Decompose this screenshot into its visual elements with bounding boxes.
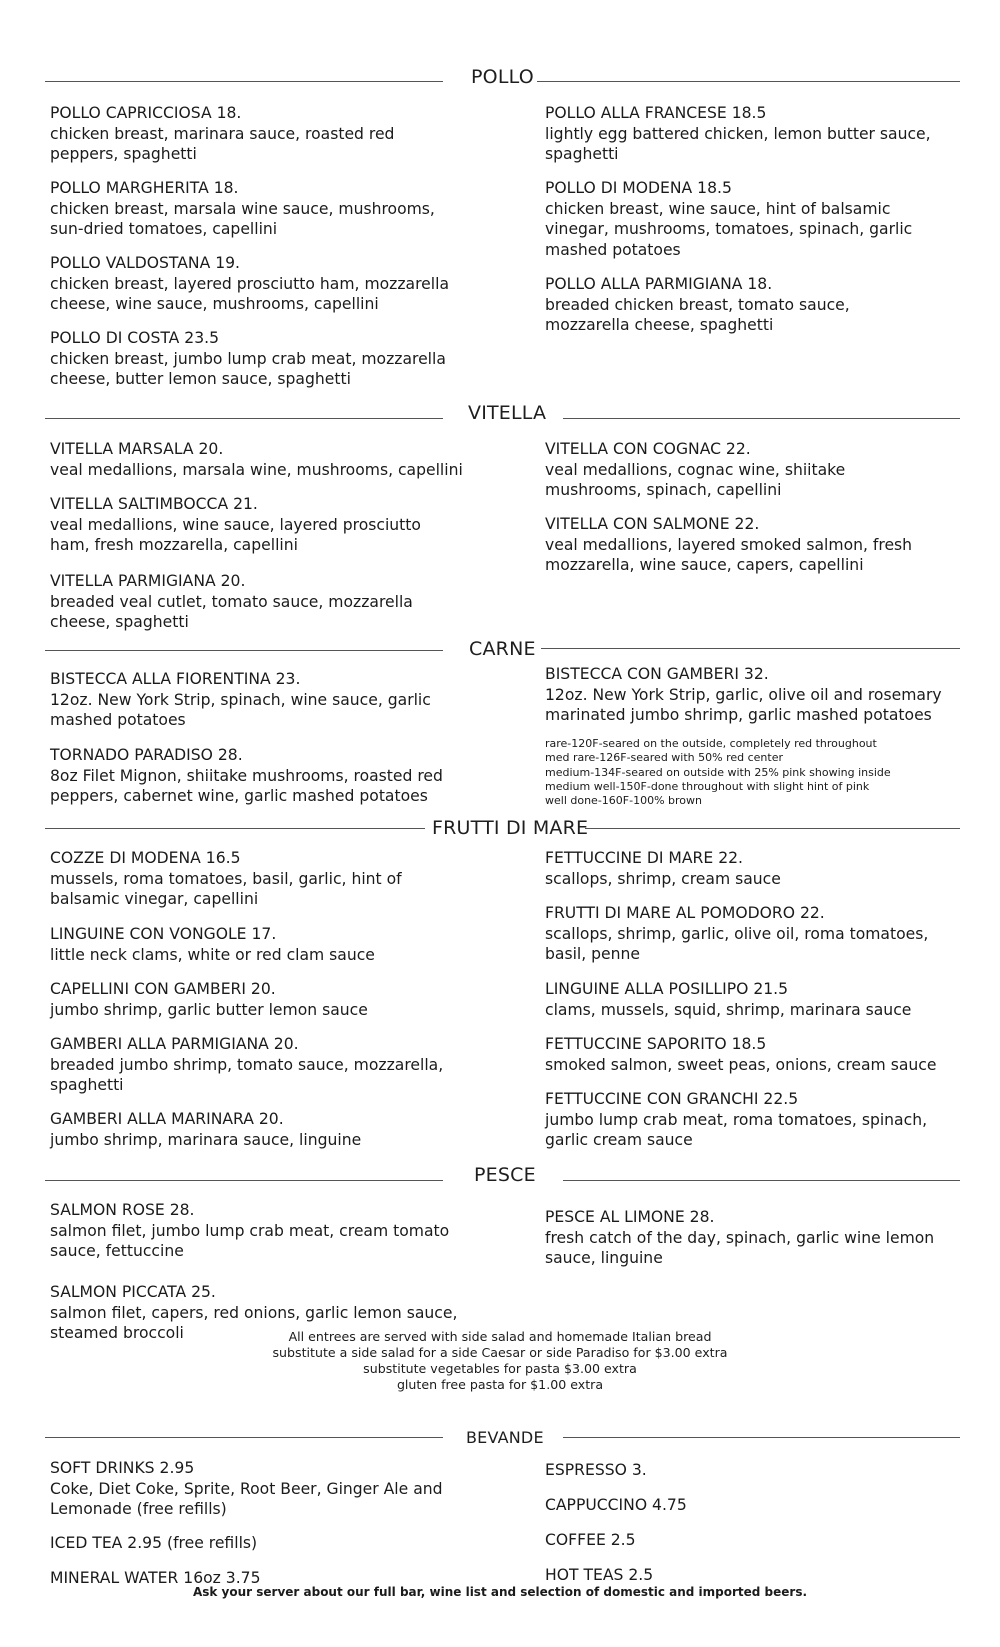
- item-name: VITELLA MARSALA 20.: [50, 440, 224, 458]
- doneness-line: med rare-126F-seared with 50% red center: [545, 751, 783, 765]
- menu-item-iced-tea: [50, 1533, 470, 1554]
- item-name: PESCE AL LIMONE 28.: [545, 1208, 715, 1226]
- item-description: salmon filet, capers, red onions, garlic lemon sauce, steamed broccoli: [50, 1303, 458, 1342]
- entree-notes: [0, 1329, 1000, 1393]
- menu-item-pollo-parmigiana: [545, 274, 890, 336]
- item-description: veal medallions, layered smoked salmon, fresh mozzarella, wine sauce, capers, capellini: [545, 535, 913, 574]
- item-description: breaded veal cutlet, tomato sauce, mozzarella cheese, spaghetti: [50, 592, 413, 631]
- menu-item-vitella-salmone: [545, 514, 945, 576]
- item-name: POLLO ALLA FRANCESE 18.5: [545, 104, 767, 122]
- item-description: scallops, shrimp, cream sauce: [545, 869, 781, 888]
- item-name: VITELLA PARMIGIANA 20.: [50, 572, 246, 590]
- item-name: SALMON ROSE 28.: [50, 1201, 195, 1219]
- menu-item-pollo-capricciosa: [50, 103, 450, 165]
- item-description: chicken breast, marinara sauce, roasted red peppers, spaghetti: [50, 124, 395, 163]
- section-rule: [45, 81, 443, 82]
- item-name: VITELLA CON SALMONE 22.: [545, 515, 760, 533]
- section-title-carne: CARNE: [469, 638, 536, 660]
- item-description: chicken breast, marsala wine sauce, mushrooms, sun-dried tomatoes, capellini: [50, 199, 435, 238]
- menu-item-linguine-posillipo: [545, 979, 965, 1020]
- item-description: breaded chicken breast, tomato sauce, mozzarella cheese, spaghetti: [545, 295, 850, 334]
- item-description: fresh catch of the day, spinach, garlic wine lemon sauce, linguine: [545, 1228, 935, 1267]
- item-name: POLLO DI MODENA 18.5: [545, 179, 732, 197]
- menu-item-frutti-pomodoro: [545, 903, 950, 965]
- item-name: FETTUCCINE SAPORITO 18.5: [545, 1035, 767, 1053]
- menu-item-bistecca-gamberi: [545, 664, 970, 726]
- doneness-line: medium well-150F-done throughout with slight hint of pink: [545, 779, 870, 793]
- section-rule: [45, 1180, 443, 1181]
- item-name: CAPELLINI CON GAMBERI 20.: [50, 980, 276, 998]
- menu-item-bistecca-fiorentina: [50, 669, 450, 731]
- item-description: smoked salmon, sweet peas, onions, cream sauce: [545, 1055, 937, 1074]
- menu-item-gamberi-marinara: [50, 1109, 460, 1150]
- section-rule: [541, 648, 960, 649]
- item-description: chicken breast, wine sauce, hint of balsamic vinegar, mushrooms, tomatoes, spinach, garlic mashed potatoes: [545, 199, 913, 259]
- doneness-line: rare-120F-seared on the outside, completely red throughout: [545, 737, 877, 750]
- item-description: 8oz Filet Mignon, shiitake mushrooms, roasted red peppers, cabernet wine, garlic mashed potatoes: [50, 766, 443, 805]
- item-name: POLLO MARGHERITA 18.: [50, 179, 239, 197]
- menu-item-pollo-valdostana: [50, 253, 465, 315]
- note-line: All entrees are served with side salad and homemade Italian bread: [288, 1329, 712, 1344]
- item-name: VITELLA CON COGNAC 22.: [545, 440, 751, 458]
- item-description: jumbo shrimp, garlic butter lemon sauce: [50, 1000, 368, 1019]
- menu-item-tornado-paradiso: [50, 745, 470, 807]
- item-description: clams, mussels, squid, shrimp, marinara sauce: [545, 1000, 912, 1019]
- item-name: COFFEE 2.5: [545, 1531, 636, 1549]
- item-name: FETTUCCINE CON GRANCHI 22.5: [545, 1090, 799, 1108]
- section-rule: [45, 828, 425, 829]
- menu-item-pollo-di-modena: [545, 178, 915, 260]
- doneness-line: medium-134F-seared on outside with 25% pink showing inside: [545, 765, 891, 779]
- item-description: 12oz. New York Strip, spinach, wine sauce, garlic mashed potatoes: [50, 690, 431, 729]
- item-description: lightly egg battered chicken, lemon butter sauce, spaghetti: [545, 124, 931, 163]
- item-name: LINGUINE CON VONGOLE 17.: [50, 925, 277, 943]
- item-name: CAPPUCCINO 4.75: [545, 1496, 687, 1514]
- menu-item-pesce-limone: [545, 1207, 965, 1269]
- footer-note: Ask your server about our full bar, wine list and selection of domestic and imported beers.: [192, 1585, 808, 1599]
- menu-item-pollo-margherita: [50, 178, 450, 240]
- item-description: jumbo shrimp, marinara sauce, linguine: [50, 1130, 362, 1149]
- item-name: SALMON PICCATA 25.: [50, 1283, 216, 1301]
- menu-item-espresso: [545, 1460, 845, 1481]
- item-description: Coke, Diet Coke, Sprite, Root Beer, Ginger Ale and Lemonade (free refills): [50, 1479, 443, 1518]
- item-name: MINERAL WATER 16oz 3.75: [50, 1569, 261, 1587]
- section-rule: [585, 828, 960, 829]
- note-line: substitute a side salad for a side Caesar or side Paradiso for $3.00 extra: [272, 1345, 728, 1360]
- item-name: VITELLA SALTIMBOCCA 21.: [50, 495, 258, 513]
- item-description: scallops, shrimp, garlic, olive oil, roma tomatoes, basil, penne: [545, 924, 929, 963]
- menu-item-fettuccine-granchi: [545, 1089, 950, 1151]
- item-name: HOT TEAS 2.5: [545, 1566, 654, 1584]
- item-name: GAMBERI ALLA PARMIGIANA 20.: [50, 1035, 299, 1053]
- menu-item-cappuccino: [545, 1495, 845, 1516]
- item-description: chicken breast, layered prosciutto ham, mozzarella cheese, wine sauce, mushrooms, capellini: [50, 274, 449, 313]
- item-description: jumbo lump crab meat, roma tomatoes, spinach, garlic cream sauce: [545, 1110, 928, 1149]
- section-rule: [563, 418, 960, 419]
- section-title-pesce: PESCE: [474, 1164, 536, 1186]
- item-description: breaded jumbo shrimp, tomato sauce, mozzarella, spaghetti: [50, 1055, 444, 1094]
- item-description: mussels, roma tomatoes, basil, garlic, hint of balsamic vinegar, capellini: [50, 869, 402, 908]
- doneness-line: well done-160F-100% brown: [545, 794, 702, 808]
- menu-item-pollo-francese: [545, 103, 960, 165]
- item-description: veal medallions, wine sauce, layered prosciutto ham, fresh mozzarella, capellini: [50, 515, 421, 554]
- item-name: FRUTTI DI MARE AL POMODORO 22.: [545, 904, 825, 922]
- note-line: substitute vegetables for pasta $3.00 extra: [363, 1361, 637, 1376]
- item-name: POLLO VALDOSTANA 19.: [50, 254, 241, 272]
- menu-item-vitella-parmigiana: [50, 571, 460, 633]
- item-name: TORNADO PARADISO 28.: [50, 746, 243, 764]
- item-name: GAMBERI ALLA MARINARA 20.: [50, 1110, 284, 1128]
- item-name: FETTUCCINE DI MARE 22.: [545, 849, 743, 867]
- item-name: POLLO DI COSTA 23.5: [50, 329, 220, 347]
- menu-item-vitella-marsala: [50, 439, 490, 480]
- menu-item-hot-teas: [545, 1565, 845, 1586]
- section-rule: [45, 418, 443, 419]
- item-name: POLLO CAPRICCIOSA 18.: [50, 104, 242, 122]
- menu-item-linguine-vongole: [50, 924, 460, 965]
- menu-item-fettuccine-mare: [545, 848, 955, 889]
- item-name: LINGUINE ALLA POSILLIPO 21.5: [545, 980, 789, 998]
- item-name: BISTECCA ALLA FIORENTINA 23.: [50, 670, 301, 688]
- steak-doneness-guide: [545, 737, 891, 808]
- item-description: 12oz. New York Strip, garlic, olive oil and rosemary marinated jumbo shrimp, garlic mashed potatoes: [545, 685, 942, 724]
- item-description: little neck clams, white or red clam sauce: [50, 945, 375, 964]
- item-description: veal medallions, marsala wine, mushrooms, capellini: [50, 460, 463, 479]
- section-title-vitella: VITELLA: [468, 402, 547, 424]
- menu-item-vitella-saltimbocca: [50, 494, 445, 556]
- item-name: ESPRESSO 3.: [545, 1461, 647, 1479]
- section-rule: [537, 81, 960, 82]
- menu-item-salmon-rose: [50, 1200, 475, 1262]
- note-line: gluten free pasta for $1.00 extra: [396, 1377, 604, 1392]
- section-rule: [45, 650, 443, 651]
- menu-item-vitella-cognac: [545, 439, 880, 501]
- item-name: BISTECCA CON GAMBERI 32.: [545, 665, 769, 683]
- item-name: SOFT DRINKS 2.95: [50, 1459, 195, 1477]
- section-rule: [45, 1437, 443, 1438]
- menu-item-gamberi-parmigiana: [50, 1034, 475, 1096]
- item-name: COZZE DI MODENA 16.5: [50, 849, 241, 867]
- menu-item-soft-drinks: [50, 1458, 470, 1520]
- item-description: salmon filet, jumbo lump crab meat, cream tomato sauce, fettuccine: [50, 1221, 450, 1260]
- menu-item-cozze-modena: [50, 848, 420, 910]
- menu-item-pollo-di-costa: [50, 328, 470, 390]
- menu-item-fettuccine-saporito: [545, 1034, 965, 1075]
- section-title-bevande: BEVANDE: [466, 1428, 544, 1447]
- item-description: chicken breast, jumbo lump crab meat, mozzarella cheese, butter lemon sauce, spaghetti: [50, 349, 446, 388]
- section-title-pollo: POLLO: [471, 66, 534, 88]
- item-name: POLLO ALLA PARMIGIANA 18.: [545, 275, 773, 293]
- section-rule: [563, 1180, 960, 1181]
- section-rule: [563, 1437, 960, 1438]
- menu-item-coffee: [545, 1530, 845, 1551]
- item-name: ICED TEA 2.95 (free refills): [50, 1534, 258, 1552]
- item-description: veal medallions, cognac wine, shiitake mushrooms, spinach, capellini: [545, 460, 846, 499]
- menu-item-capellini-gamberi: [50, 979, 460, 1020]
- section-title-frutti-di-mare: FRUTTI DI MARE: [432, 817, 589, 839]
